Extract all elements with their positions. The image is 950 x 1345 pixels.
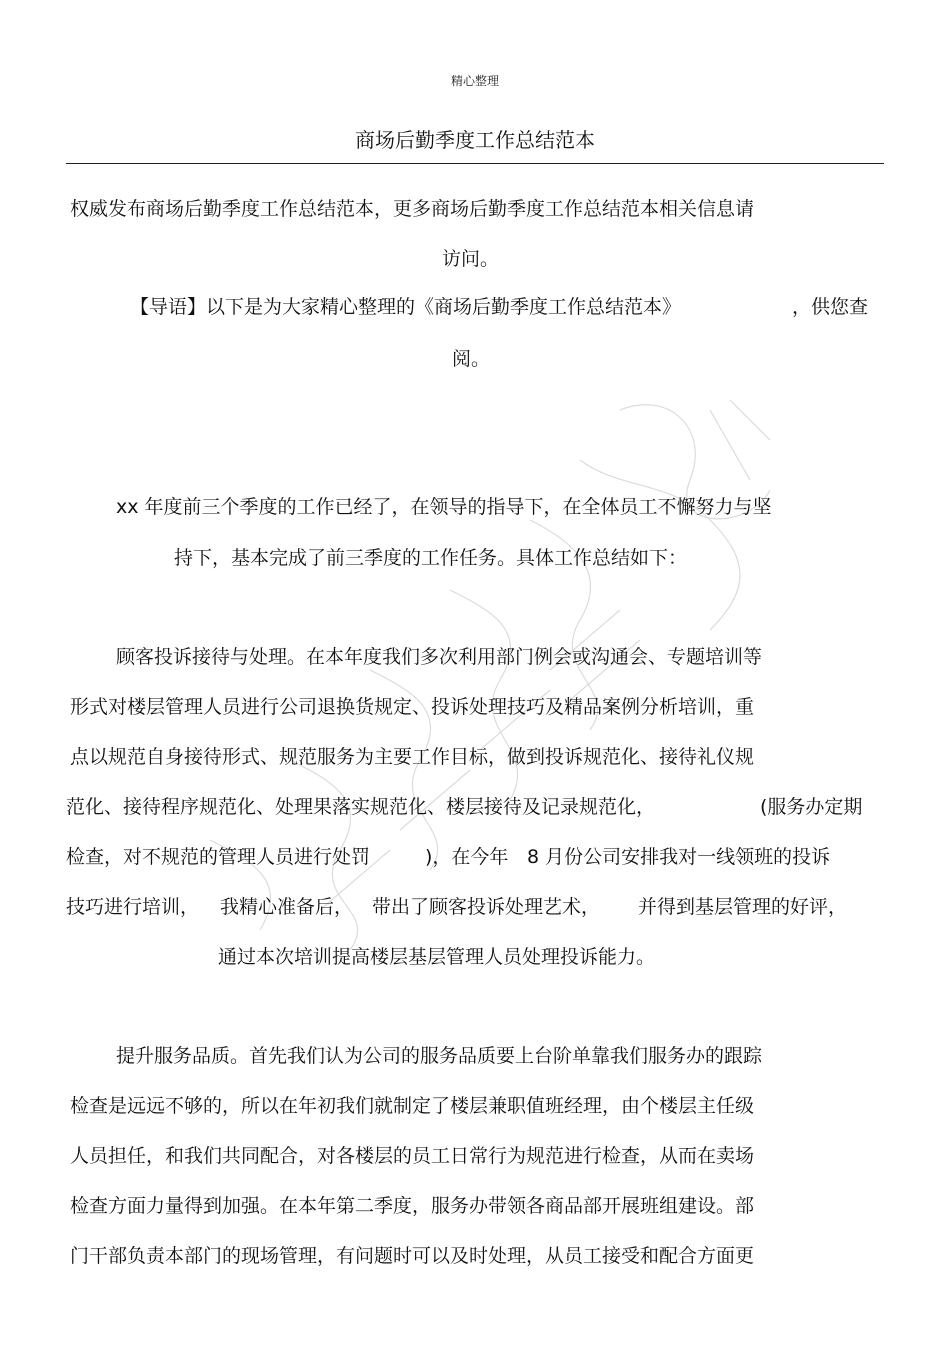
section1-line-2: 形式对楼层管理人员进行公司退换货规定、投诉处理技巧及精品案例分析培训，重 <box>70 696 755 718</box>
section1-line-1: 顾客投诉接待与处理。在本年度我们多次利用部门例会或沟通会、专题培训等 <box>116 646 763 668</box>
title-divider <box>66 163 884 164</box>
section1-line-5a: 检查，对不规范的管理人员进行处罚 <box>66 846 371 868</box>
intro-line-1: 权威发布商场后勤季度工作总结范本，更多商场后勤季度工作总结范本相关信息请 <box>70 198 755 220</box>
section1-line-7: 通过本次培训提高楼层基层管理人员处理投诉能力。 <box>218 946 656 968</box>
summary-line-1: xx 年度前三个季度的工作已经了，在领导的指导下，在全体员工不懈努力与坚 <box>116 496 772 518</box>
section1-line-6c: 带出了顾客投诉处理艺术， <box>372 896 601 918</box>
section1-line-5c: 8 月份公司安排我对一线领班的投诉 <box>527 846 831 868</box>
section1-line-4a: 范化、接待程序规范化、处理果落实规范化、楼层接待及记录规范化， <box>66 796 656 818</box>
section1-line-3: 点以规范自身接待形式、规范服务为主要工作目标，做到投诉规范化、接待礼仪规 <box>70 746 755 768</box>
section1-line-5b: )，在今年 <box>425 846 509 868</box>
section2-line-2: 检查是远远不够的，所以在年初我们就制定了楼层兼职值班经理，由个楼层主任级 <box>70 1095 755 1117</box>
section2-line-4: 检查方面力量得到加强。在本年第二季度，服务办带领各商品部开展班组建设。部 <box>70 1195 755 1217</box>
section2-line-1: 提升服务品质。首先我们认为公司的服务品质要上台阶单靠我们服务办的跟踪 <box>116 1045 763 1067</box>
section1-line-6b: 我精心准备后， <box>220 896 354 918</box>
summary-line-2: 持下，基本完成了前三季度的工作任务。具体工作总结如下： <box>174 547 688 569</box>
section2-line-5: 门干部负责本部门的现场管理，有问题时可以及时处理，从员工接受和配合方面更 <box>70 1245 755 1267</box>
section1-line-6d: 并得到基层管理的好评， <box>638 896 848 918</box>
section1-line-4b: (服务办定期 <box>760 796 863 818</box>
header-note: 精心整理 <box>450 74 499 88</box>
guide-line-2: 阅。 <box>452 348 491 370</box>
intro-line-2: 访问。 <box>442 248 500 270</box>
guide-line-1a: 【导语】以下是为大家精心整理的《商场后勤季度工作总结范本》 <box>130 296 682 318</box>
section2-line-3: 人员担任，和我们共同配合，对各楼层的员工日常行为规范进行检查，从而在卖场 <box>70 1145 755 1167</box>
section1-line-6a: 技巧进行培训， <box>66 896 200 918</box>
document-title: 商场后勤季度工作总结范本 <box>355 128 595 152</box>
guide-line-1b: ，供您查 <box>792 296 869 318</box>
